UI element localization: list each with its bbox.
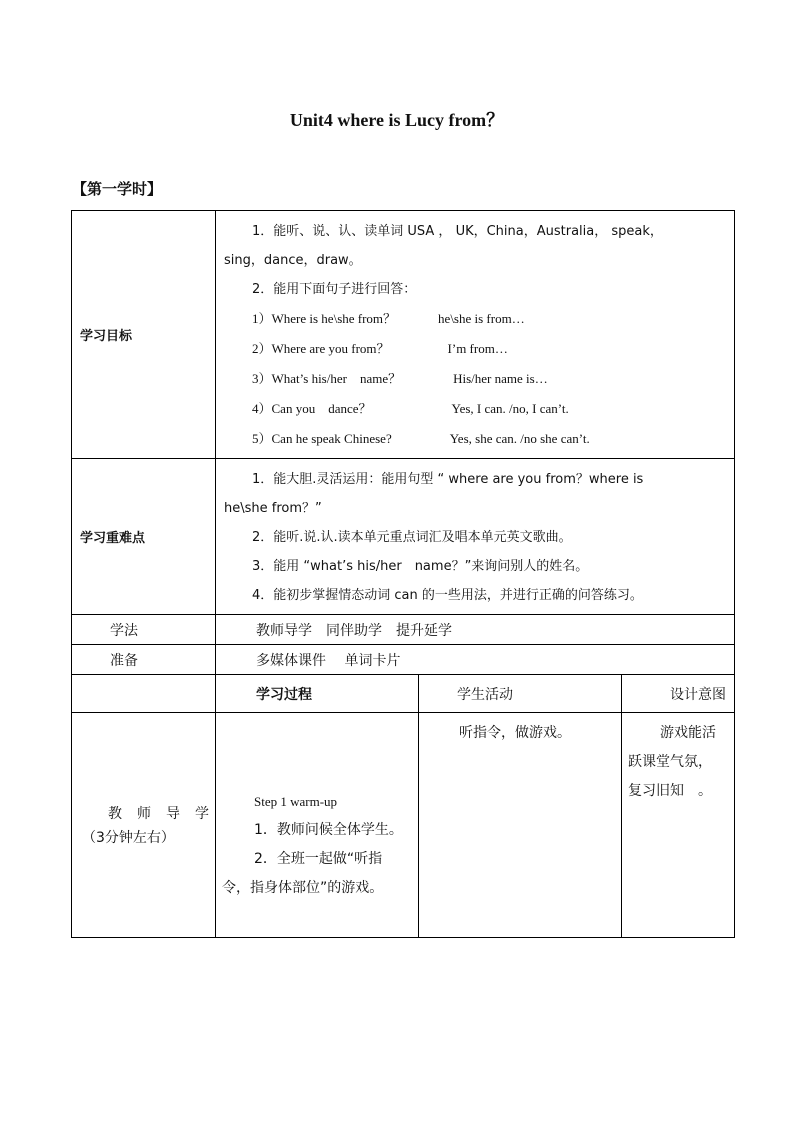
objective-line: 2．能用下面句子进行回答：	[252, 282, 417, 297]
answer-text: Yes, I can. /no, I can’t.	[451, 401, 569, 416]
objective-line: sing，dance，draw。	[224, 253, 362, 268]
prep-label: 准备	[72, 645, 216, 675]
intent-line: 游戏能活	[660, 725, 716, 741]
question-text: 5）Can he speak Chinese?	[252, 431, 392, 446]
answer-text: His/her name is…	[453, 371, 548, 386]
guide-process-cell	[216, 713, 419, 938]
key-points-label: 学习重难点	[72, 459, 216, 615]
method-label: 学法	[72, 615, 216, 645]
lesson-plan-table	[71, 210, 735, 938]
key-point-line: 1．能大胆.灵活运用：能用句型 “ where are you from？where is	[252, 472, 644, 487]
objective-qa-row	[224, 364, 726, 394]
objective-qa-row	[224, 424, 726, 454]
method-value: 教师导学 同伴助学 提升延学	[216, 615, 735, 645]
guide-label: 教师导学	[108, 806, 209, 822]
key-point-line: 4．能初步掌握情态动词 can 的一些用法，并进行正确的问答练习。	[252, 588, 643, 603]
header-process: 学习过程	[216, 675, 419, 713]
question-text: 4）Can you dance？	[252, 401, 372, 416]
step-item: 2．全班一起做“听指	[254, 851, 383, 867]
objectives-content	[216, 211, 735, 459]
answer-text: Yes, she can. /no she can’t.	[449, 431, 590, 446]
objectives-row	[72, 211, 735, 459]
prep-value: 多媒体课件 单词卡片	[216, 645, 735, 675]
header-activity: 学生活动	[419, 675, 622, 713]
guide-row	[72, 713, 735, 938]
question-text: 3）What’s his/her name？	[252, 371, 402, 386]
question-text: 1）Where is he\she from？	[252, 311, 397, 326]
objective-qa-row	[224, 334, 726, 364]
objectives-label: 学习目标	[72, 211, 216, 459]
answer-text: he\she is from…	[438, 311, 525, 326]
key-point-line: 3．能用 “what’s his/her name？”来询问别人的姓名。	[252, 559, 589, 574]
intent-line: 复习旧知 。	[628, 783, 712, 799]
empty-header-cell	[72, 675, 216, 713]
process-header-row	[72, 675, 735, 713]
objective-line: 1．能听、说、认、读单词 USA ， UK，China，Australia， speak，	[252, 224, 663, 239]
intent-line: 跃课堂气氛，	[628, 754, 712, 770]
key-points-row	[72, 459, 735, 615]
key-points-content	[216, 459, 735, 615]
answer-text: I’m from…	[447, 341, 508, 356]
objective-qa-row	[224, 394, 726, 424]
key-point-line: 2．能听.说.认.读本单元重点词汇及唱本单元英文歌曲。	[252, 530, 572, 545]
objective-qa-row	[224, 304, 726, 334]
guide-intent-cell	[622, 713, 735, 938]
header-intent: 设计意图	[622, 675, 735, 713]
page-title: Unit4 where is Lucy from？	[289, 110, 505, 130]
key-point-line: he\she from？”	[224, 501, 322, 516]
question-text: 2）Where are you from？	[252, 341, 390, 356]
step-item: 令，指身体部位”的游戏。	[222, 880, 384, 896]
guide-time: （3分钟左右）	[82, 830, 175, 846]
section-label: 【第一学时】	[72, 180, 163, 198]
student-activity: 听指令，做游戏。	[459, 725, 571, 741]
method-row	[72, 615, 735, 645]
step-item: 1．教师问候全体学生。	[254, 822, 403, 838]
step-title: Step 1 warm-up	[254, 794, 338, 809]
guide-label-cell	[72, 713, 216, 938]
guide-activity-cell	[419, 713, 622, 938]
prep-row	[72, 645, 735, 675]
